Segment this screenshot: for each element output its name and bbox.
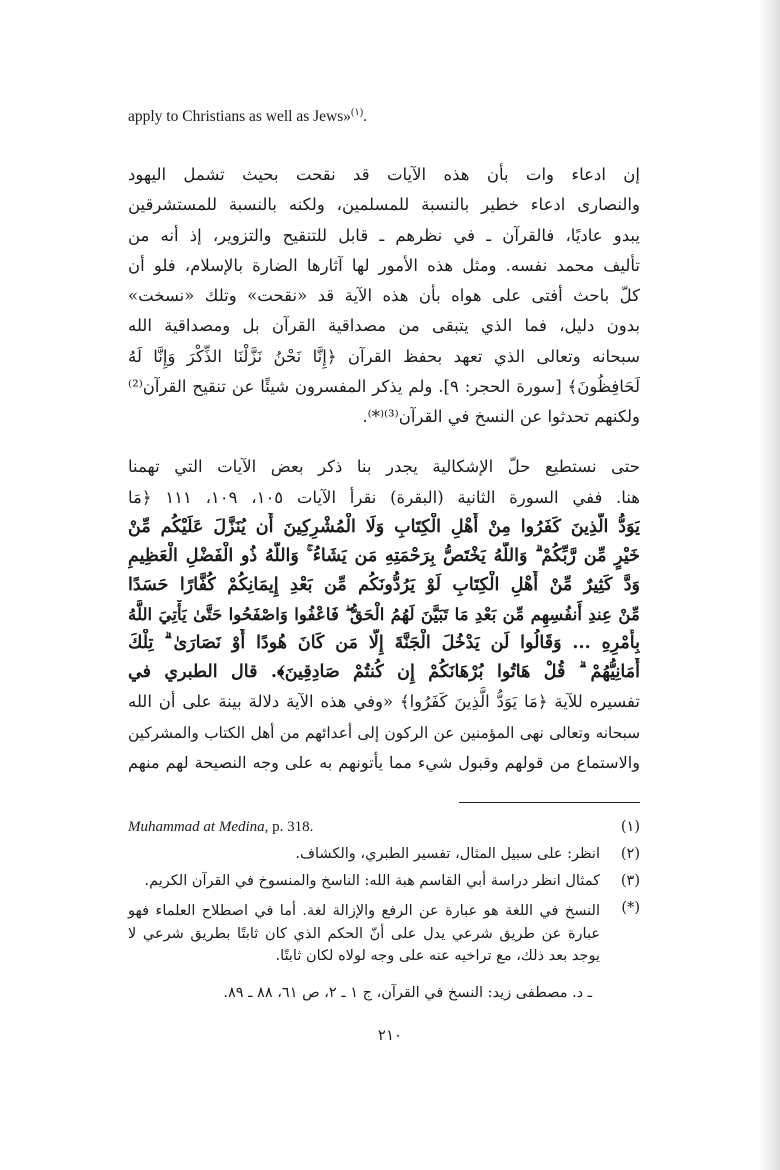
quran-verse-line: يَوَدُّ الَّذِينَ كَفَرُوا مِنْ أَهْلِ الْكِتَابِ وَلَا الْمُشْرِكِينَ أَن يُنَزَّلَ عَلَيْكُم مِّنْ [128,517,640,537]
footnote-source [128,985,640,1007]
footnote-line: عبارة عن طريق شرعي يدل على أنّ الحكم الذي كان ثابتًا بطريق شرعي لا [128,925,600,942]
paragraph-line: تأليف محمد نفسه. ومثل هذه الأمور لها آثارها الضارة بالإسلام، فلو أن [128,255,640,275]
paragraph-line: سبحانه وتعالى الذي تعهد بحفظ القرآن ﴿إِنَّا نَحْنُ نَزَّلْنَا الذِّكْرَ وَإِنَّا لَهُ [128,346,640,366]
paragraph-line: حتى نستطيع حلّ الإشكالية يجدر بنا ذكر بعض الآيات التي تهمنا [128,457,640,476]
footnote-2-text: انظر: على سبيل المثال، تفسير الطبري، والكشاف. [295,846,600,862]
paragraph-line: والنصارى ادعاء خطير بالنسبة للمسلمين، ولكنه بالنسبة للمستشرقين [128,195,640,215]
footnote-line: النسخ في اللغة هو عبارة عن الرفع والإزالة لغة. أما في اصطلاح العلماء فهو [128,903,600,919]
footnote-1-title: Muhammad at Medina [128,819,265,835]
paragraph-line: يبدو عاديًا، فالقرآن ـ في نظرهم ـ قابل للتنقيح والتزوير، إذ أنه من [128,225,640,245]
quran-verse-line: أَمَانِيُّهُمْ ۗ قُلْ هَاتُوا بُرْهَانَكُمْ إِن كُنتُمْ صَادِقِينَ﴾. قال الطبري في [128,662,640,682]
footnote-3 [128,873,640,895]
paragraph-line: لَحَافِظُونَ﴾ [سورة الحجر: ٩]. ولم يذكر المفسرون شيئًا عن تنقيح القرآن⁽²⁾ [128,377,640,397]
footnote-star [128,900,640,972]
paragraph-line: كلّ باحث أفتى على هواه بأن هذه الآية قد «نقحت» وتلك «نسخت» [128,286,640,306]
paragraph-line: تفسيره للآية ﴿مَا يَوَدُّ الَّذِينَ كَفَرُوا﴾ «وفي هذه الآية دلالة بينة على أن الله [128,692,640,711]
quote-end: . [363,108,367,126]
paragraph-line: والاستماع من قولهم وقبول شيء مما يأتونهم به على وجه النصيحة لهم منهم [128,753,640,772]
paragraph-line: هنا. ففي السورة الثانية (البقرة) نقرأ الآيات ١٠٥، ١٠٩، ١١١ ﴿مَا [128,487,640,507]
quote-continuation [128,107,367,126]
footnote-3-number: (٣) [620,873,640,889]
paragraph-line: سبحانه وتعالى نهى المؤمنين عن الركون إلى أعدائهم من أهل الكتاب والمشركين [128,723,640,742]
paragraph-line: ولكنهم تحدثوا عن النسخ في القرآن⁽³⁾⁽*⁾. [362,407,640,427]
footnote-2-number: (٢) [620,846,640,862]
quran-verse-line: مِّنْ عِندِ أَنفُسِهِم مِّن بَعْدِ مَا تَبَيَّنَ لَهُمُ الْحَقُّ ۖ فَاعْفُوا وَاصْفَحُوا حَتَّىٰ يَأْتِيَ اللَّهُ [128,604,640,624]
footnote-star-text [128,900,600,968]
page-number: ٢١٠ [377,1026,403,1044]
footnote-marker-1: (١) [351,107,364,118]
footnote-3-text: كمثال انظر دراسة أبي القاسم هبة الله: الناسخ والمنسوخ في القرآن الكريم. [144,873,600,889]
footnote-separator [459,802,640,803]
footnote-1-number: (١) [620,819,640,835]
quran-verse-line: خَيْرٍ مِّن رَّبِّكُمْ ۗ وَاللَّهُ يَخْتَصُّ بِرَحْمَتِهِ مَن يَشَاءُ ۚ وَاللَّهُ ذُو الْفَضْلِ الْعَظِيمِ [128,546,640,566]
paragraph-line: إن ادعاء وات بأن هذه الآيات قد نقحت بحيث تشمل اليهود [128,165,640,184]
footnote-1 [128,819,640,841]
quote-text: apply to Christians as well as Jews» [128,108,352,126]
quran-verse-line: وَدَّ كَثِيرٌ مِّنْ أَهْلِ الْكِتَابِ لَوْ يَرُدُّونَكُم مِّن بَعْدِ إِيمَانِكُمْ كُفَّارًا حَسَدًا [128,575,640,595]
footnote-1-ref: , p. 318. [264,819,314,835]
footnote-1-text [128,819,313,836]
quran-verse-line: بِأَمْرِهِ ... وَقَالُوا لَن يَدْخُلَ الْجَنَّةَ إِلَّا مَن كَانَ هُودًا أَوْ نَصَارَىٰ ۗ تِلْكَ [128,633,640,653]
paragraph-line: بدون دليل، فما الذي يتبقى من مصداقية القرآن بل ومصداقية الله [128,316,640,336]
paragraph-2 [128,452,640,779]
footnote-star-number: (*) [621,900,640,916]
paragraph-1 [128,160,640,433]
footnote-source-text: ـ د. مصطفى زيد: النسخ في القرآن، ج ١ ـ ٢، ص ٦١، ٨٨ ـ ٨٩. [223,985,592,1001]
footnote-line: يوجد بعد ذلك، مع تراخيه عنه على وجه لولاه لكان ثابتًا. [275,948,600,964]
footnote-2 [128,846,640,868]
